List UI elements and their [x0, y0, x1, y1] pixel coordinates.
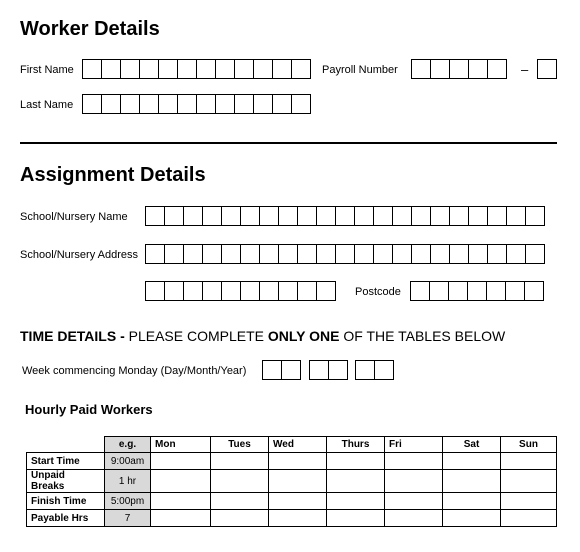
week-month-input[interactable] — [309, 360, 348, 380]
time-details-only-one: ONLY ONE — [267, 328, 340, 344]
col-header-fri: Fri — [385, 437, 443, 453]
postcode-input[interactable] — [410, 281, 544, 301]
table-cell[interactable] — [443, 470, 501, 493]
section-divider — [20, 142, 557, 144]
school-name-input[interactable] — [145, 206, 545, 226]
first-name-label: First Name — [20, 64, 74, 76]
week-day-input[interactable] — [262, 360, 301, 380]
time-details-mid: PLEASE COMPLETE — [128, 328, 265, 344]
table-cell[interactable] — [327, 493, 385, 510]
col-header-mon: Mon — [151, 437, 211, 453]
table-cell[interactable] — [501, 510, 557, 527]
payroll-number-label: Payroll Number — [322, 64, 398, 76]
last-name-input[interactable] — [82, 94, 311, 114]
table-cell[interactable] — [385, 493, 443, 510]
table-cell[interactable] — [385, 453, 443, 470]
row-label-start-time: Start Time — [27, 453, 105, 470]
week-commencing-label: Week commencing Monday (Day/Month/Year) — [22, 365, 247, 377]
table-cell[interactable] — [269, 470, 327, 493]
first-name-input[interactable] — [82, 59, 311, 79]
row-label-finish-time: Finish Time — [27, 493, 105, 510]
hourly-timesheet-table — [26, 436, 557, 527]
school-address-input-line-2[interactable] — [145, 281, 336, 301]
table-cell[interactable] — [385, 510, 443, 527]
payroll-dash: – — [521, 62, 529, 77]
payroll-check-digit-input[interactable] — [537, 59, 557, 79]
example-unpaid-breaks: 1 hr — [105, 470, 151, 493]
row-label-payable-hrs: Payable Hrs — [27, 510, 105, 527]
time-details-suffix: OF THE TABLES BELOW — [343, 328, 506, 344]
col-header-sun: Sun — [501, 437, 557, 453]
table-cell[interactable] — [327, 510, 385, 527]
col-header-thurs: Thurs — [327, 437, 385, 453]
table-cell[interactable] — [151, 493, 211, 510]
table-cell[interactable] — [501, 470, 557, 493]
hourly-paid-title: Hourly Paid Workers — [25, 402, 153, 417]
table-cell[interactable] — [443, 493, 501, 510]
table-row — [27, 493, 557, 510]
payroll-number-input[interactable] — [411, 59, 507, 79]
worker-details-title: Worker Details — [20, 18, 160, 40]
school-address-input-line-1[interactable] — [145, 244, 545, 264]
table-row — [27, 470, 557, 493]
school-address-label: School/Nursery Address — [20, 249, 138, 261]
col-header-tues: Tues — [211, 437, 269, 453]
col-header-eg: e.g. — [105, 437, 151, 453]
table-cell[interactable] — [443, 510, 501, 527]
table-cell[interactable] — [211, 493, 269, 510]
table-row — [27, 510, 557, 527]
table-cell[interactable] — [151, 470, 211, 493]
row-label-unpaid-breaks: Unpaid Breaks — [27, 470, 105, 493]
table-cell[interactable] — [151, 510, 211, 527]
table-cell[interactable] — [327, 453, 385, 470]
example-start-time: 9:00am — [105, 453, 151, 470]
assignment-details-title: Assignment Details — [20, 164, 206, 186]
table-cell[interactable] — [211, 470, 269, 493]
example-finish-time: 5:00pm — [105, 493, 151, 510]
time-details-heading — [20, 328, 505, 344]
table-cell[interactable] — [269, 453, 327, 470]
col-header-wed: Wed — [269, 437, 327, 453]
table-cell[interactable] — [327, 470, 385, 493]
table-cell[interactable] — [269, 493, 327, 510]
table-cell[interactable] — [211, 510, 269, 527]
table-cell[interactable] — [501, 493, 557, 510]
table-cell[interactable] — [151, 453, 211, 470]
table-cell[interactable] — [211, 453, 269, 470]
last-name-label: Last Name — [20, 99, 74, 111]
example-payable-hrs: 7 — [105, 510, 151, 527]
week-year-input[interactable] — [355, 360, 394, 380]
time-details-prefix: TIME DETAILS - — [20, 328, 125, 344]
school-name-label: School/Nursery Name — [20, 211, 128, 223]
table-cell[interactable] — [501, 453, 557, 470]
col-header-sat: Sat — [443, 437, 501, 453]
table-cell[interactable] — [443, 453, 501, 470]
table-row — [27, 453, 557, 470]
table-cell[interactable] — [385, 470, 443, 493]
postcode-label: Postcode — [355, 286, 401, 298]
table-cell[interactable] — [269, 510, 327, 527]
